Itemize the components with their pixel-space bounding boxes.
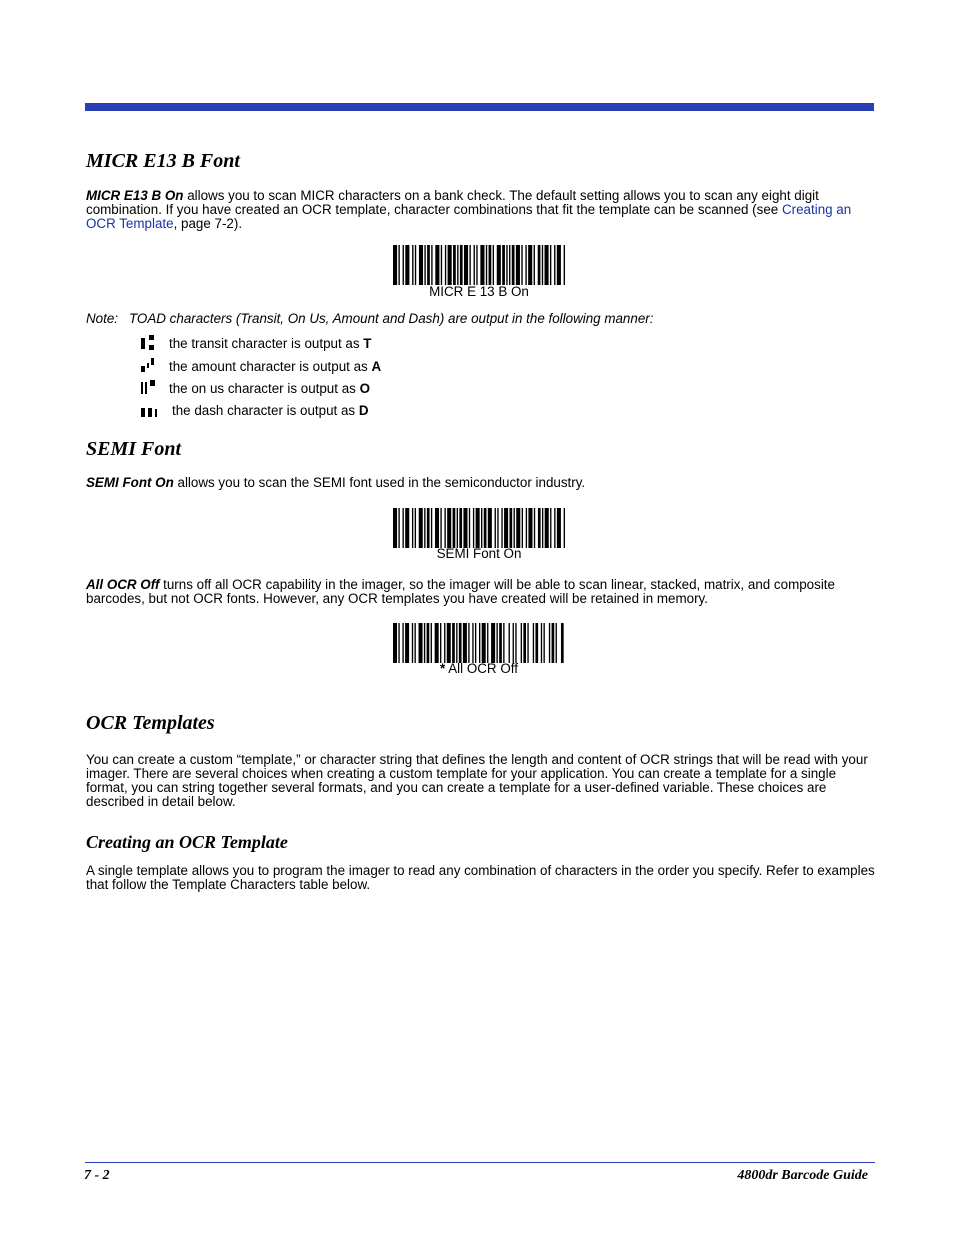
amount-symbol-icon [140, 358, 156, 376]
barcode-bar [447, 623, 451, 663]
barcode-bar [509, 245, 510, 285]
micr-intro-text: allows you to scan MICR characters on a bank check. The default setting allows you to scan any eight digit combination. If you have created an OCR template, character combinations that fit the template can be scanned (see [86, 188, 819, 217]
barcode-bar [538, 245, 541, 285]
barcode-bar [472, 623, 473, 663]
barcode-bar [435, 623, 439, 663]
toad-note [86, 311, 653, 326]
barcode-bar [424, 245, 425, 285]
barcode-bar [412, 623, 413, 663]
barcode-bar [427, 245, 430, 285]
barcode-bar [523, 623, 526, 663]
micr-on-barcode[interactable] [393, 245, 565, 285]
barcode-bar [516, 245, 520, 285]
barcode-bar [469, 245, 470, 285]
barcode-bar [398, 623, 399, 663]
barcode-bar [497, 245, 501, 285]
ocr-templates-paragraph: You can create a custom “template,” or character string that defines the length and content of OCR strings that will be read with your imager. There are several choices when creating a custom template for your application. You can create a template for a single format, you can string together several formats, and you can create a template for a user-defined variable. These choices are described in detail below. [86, 752, 868, 809]
barcode-bar [493, 245, 494, 285]
toad-value: O [359, 381, 370, 396]
barcode-bar [393, 623, 397, 663]
barcode-bar [476, 245, 477, 285]
toad-text [169, 335, 371, 353]
note-text: TOAD characters (Transit, On Us, Amount and Dash) are output in the following manner: [129, 311, 654, 326]
barcode-bar [486, 245, 487, 285]
barcode-bar [509, 508, 512, 548]
barcode-bar [452, 623, 455, 663]
barcode-bar [457, 508, 458, 548]
barcode-bar [412, 508, 413, 548]
toad-text [172, 402, 369, 420]
barcode-bar [504, 508, 508, 548]
barcode-bar [509, 623, 510, 663]
toad-desc: the transit character is output as [169, 336, 364, 351]
barcode-bar [535, 623, 538, 663]
barcode-bar [525, 245, 526, 285]
toad-value: D [358, 403, 369, 418]
barcode-bar [431, 623, 432, 663]
barcode-bar [444, 623, 445, 663]
barcode-bar [556, 623, 557, 663]
micr-intro-tail: , page 7-2). [173, 216, 243, 231]
barcode-bar [459, 623, 462, 663]
toad-value: A [371, 359, 382, 374]
barcode-bar [480, 245, 484, 285]
barcode-bar [440, 623, 441, 663]
barcode-bar [499, 623, 502, 663]
barcode-bar [554, 245, 555, 285]
barcode-bar [431, 508, 432, 548]
barcode-bar [515, 623, 516, 663]
barcode-bar [549, 623, 550, 663]
barcode-bar [513, 623, 514, 663]
barcode-bar [440, 508, 441, 548]
all-ocr-off-caption [300, 661, 658, 676]
semi-intro-paragraph [86, 476, 876, 490]
barcode-bar [412, 245, 413, 285]
semi-font-on-caption: SEMI Font On [436, 546, 522, 561]
barcode-bar [488, 508, 492, 548]
barcode-bar [405, 245, 409, 285]
barcode-bar [554, 508, 555, 548]
all-ocr-off-barcode[interactable] [393, 623, 565, 663]
barcode-bar [464, 245, 468, 285]
barcode-bar [514, 508, 515, 548]
barcode-bar [445, 245, 446, 285]
barcode-bar [512, 245, 515, 285]
toad-desc: the amount character is output as [169, 359, 372, 374]
barcode-bar [522, 508, 523, 548]
barcode-bar [419, 245, 423, 285]
barcode-bar [527, 623, 528, 663]
barcode-bar [521, 245, 522, 285]
barcode-bar [435, 508, 439, 548]
barcode-bar [424, 508, 425, 548]
toad-text [169, 358, 381, 376]
barcode-bar [463, 623, 467, 663]
barcode-bar [415, 508, 416, 548]
barcode-bar [501, 508, 502, 548]
barcode-bar [444, 508, 445, 548]
barcode-bar [544, 623, 545, 663]
barcode-bar [491, 623, 495, 663]
toad-desc: the dash character is output as [172, 403, 359, 418]
barcode-bar [481, 508, 482, 548]
barcode-bar [403, 245, 404, 285]
barcode-bar [545, 508, 549, 548]
barcode-bar [496, 623, 497, 663]
barcode-bar [473, 508, 474, 548]
barcode-bar [526, 508, 527, 548]
barcode-bar [427, 508, 430, 548]
barcode-bar [419, 623, 423, 663]
barcode-bar [405, 508, 409, 548]
micr-term: MICR E13 B On [86, 188, 184, 203]
barcode-bar [495, 508, 496, 548]
barcode-bar [460, 245, 463, 285]
footer-page-number: 7 - 2 [84, 1168, 110, 1183]
barcode-bar [459, 508, 462, 548]
barcode-bar [453, 245, 456, 285]
barcode-bar [503, 623, 504, 663]
barcode-bar [468, 623, 469, 663]
semi-font-on-barcode[interactable] [393, 508, 565, 548]
dash-symbol-icon [140, 402, 160, 420]
barcode-bar [534, 245, 535, 285]
barcode-bar [564, 245, 565, 285]
barcode-bar [469, 508, 470, 548]
barcode-bar [542, 508, 543, 548]
barcode-bar [552, 623, 555, 663]
barcode-bar [564, 508, 565, 548]
note-label: Note: [86, 311, 119, 326]
semi-term: SEMI Font On [86, 475, 174, 490]
barcode-bar [424, 623, 425, 663]
toad-value: T [363, 336, 372, 351]
toad-text [169, 380, 370, 398]
barcode-bar [447, 508, 451, 548]
barcode-bar [398, 508, 399, 548]
barcode-bar [457, 245, 458, 285]
barcode-bar [415, 623, 416, 663]
barcode-bar [521, 623, 522, 663]
semi-intro-text: allows you to scan the SEMI font used in the semiconductor industry. [173, 475, 586, 490]
barcode-bar [448, 245, 452, 285]
barcode-bar [484, 508, 487, 548]
barcode-bar [489, 245, 492, 285]
barcode-bar [502, 245, 505, 285]
barcode-bar [419, 508, 423, 548]
barcode-bar [441, 245, 442, 285]
barcode-bar [431, 245, 432, 285]
barcode-bar [534, 508, 535, 548]
barcode-bar [393, 508, 397, 548]
micr-on-caption: MICR E 13 B On [429, 284, 529, 299]
barcode-bar [435, 245, 439, 285]
barcode-bar [487, 623, 488, 663]
transit-symbol-icon [140, 335, 156, 353]
barcode-bar [506, 245, 507, 285]
barcode-bar [557, 508, 561, 548]
creating-ocr-template-link[interactable]: Creating an OCR Template [86, 202, 852, 231]
barcode-bar [479, 623, 480, 663]
footer-guide-title: 4800dr Barcode Guide [737, 1168, 868, 1183]
barcode-bar [561, 623, 564, 663]
all-ocr-off-term: All OCR Off [86, 577, 160, 592]
barcode-bar [528, 245, 532, 285]
barcode-bar [542, 245, 543, 285]
barcode-bar [528, 508, 532, 548]
barcode-bar [550, 245, 551, 285]
on-us-symbol-icon [140, 380, 156, 398]
creating-template-paragraph: A single template allows you to program the imager to read any combination of characters in the order you specify. Refer to examples that follow the Template Characters table below. [86, 863, 875, 892]
barcode-bar [405, 623, 409, 663]
barcode-bar [545, 245, 549, 285]
barcode-bar [538, 508, 541, 548]
section-heading-ocr-templates: OCR Templates [86, 712, 215, 734]
barcode-bar [398, 245, 399, 285]
barcode-bar [402, 508, 403, 548]
barcode-bar [533, 623, 534, 663]
all-ocr-off-paragraph [86, 578, 876, 606]
barcode-bar [541, 623, 542, 663]
header-rule [85, 103, 874, 111]
barcode-bar [497, 508, 498, 548]
barcode-bar [427, 623, 430, 663]
all-ocr-off-text: turns off all OCR capability in the imager, so the imager will be able to scan linear, stacked, matrix, and composite barcodes, but not OCR fonts. However, any OCR templates you have created will be retained in memory. [86, 577, 835, 606]
barcode-bar [476, 508, 480, 548]
subsection-heading-creating-template: Creating an OCR Template [86, 832, 288, 852]
section-heading-micr: MICR E13 B Font [86, 150, 240, 172]
barcode-bar [550, 508, 551, 548]
barcode-bar [474, 245, 475, 285]
micr-intro-paragraph [86, 189, 876, 231]
section-heading-semi: SEMI Font [86, 438, 182, 460]
barcode-bar [453, 508, 456, 548]
all-ocr-off-caption-text: All OCR Off [445, 661, 518, 676]
barcode-bar [475, 623, 476, 663]
barcode-bar [393, 245, 397, 285]
barcode-bar [482, 623, 486, 663]
default-star: * [440, 661, 446, 676]
barcode-bar [402, 623, 403, 663]
barcode-bar [456, 623, 457, 663]
barcode-bar [516, 508, 520, 548]
footer-rule [85, 1162, 875, 1163]
toad-desc: the on us character is output as [169, 381, 360, 396]
barcode-bar [463, 508, 467, 548]
barcode-bar [557, 245, 561, 285]
barcode-bar [415, 245, 416, 285]
